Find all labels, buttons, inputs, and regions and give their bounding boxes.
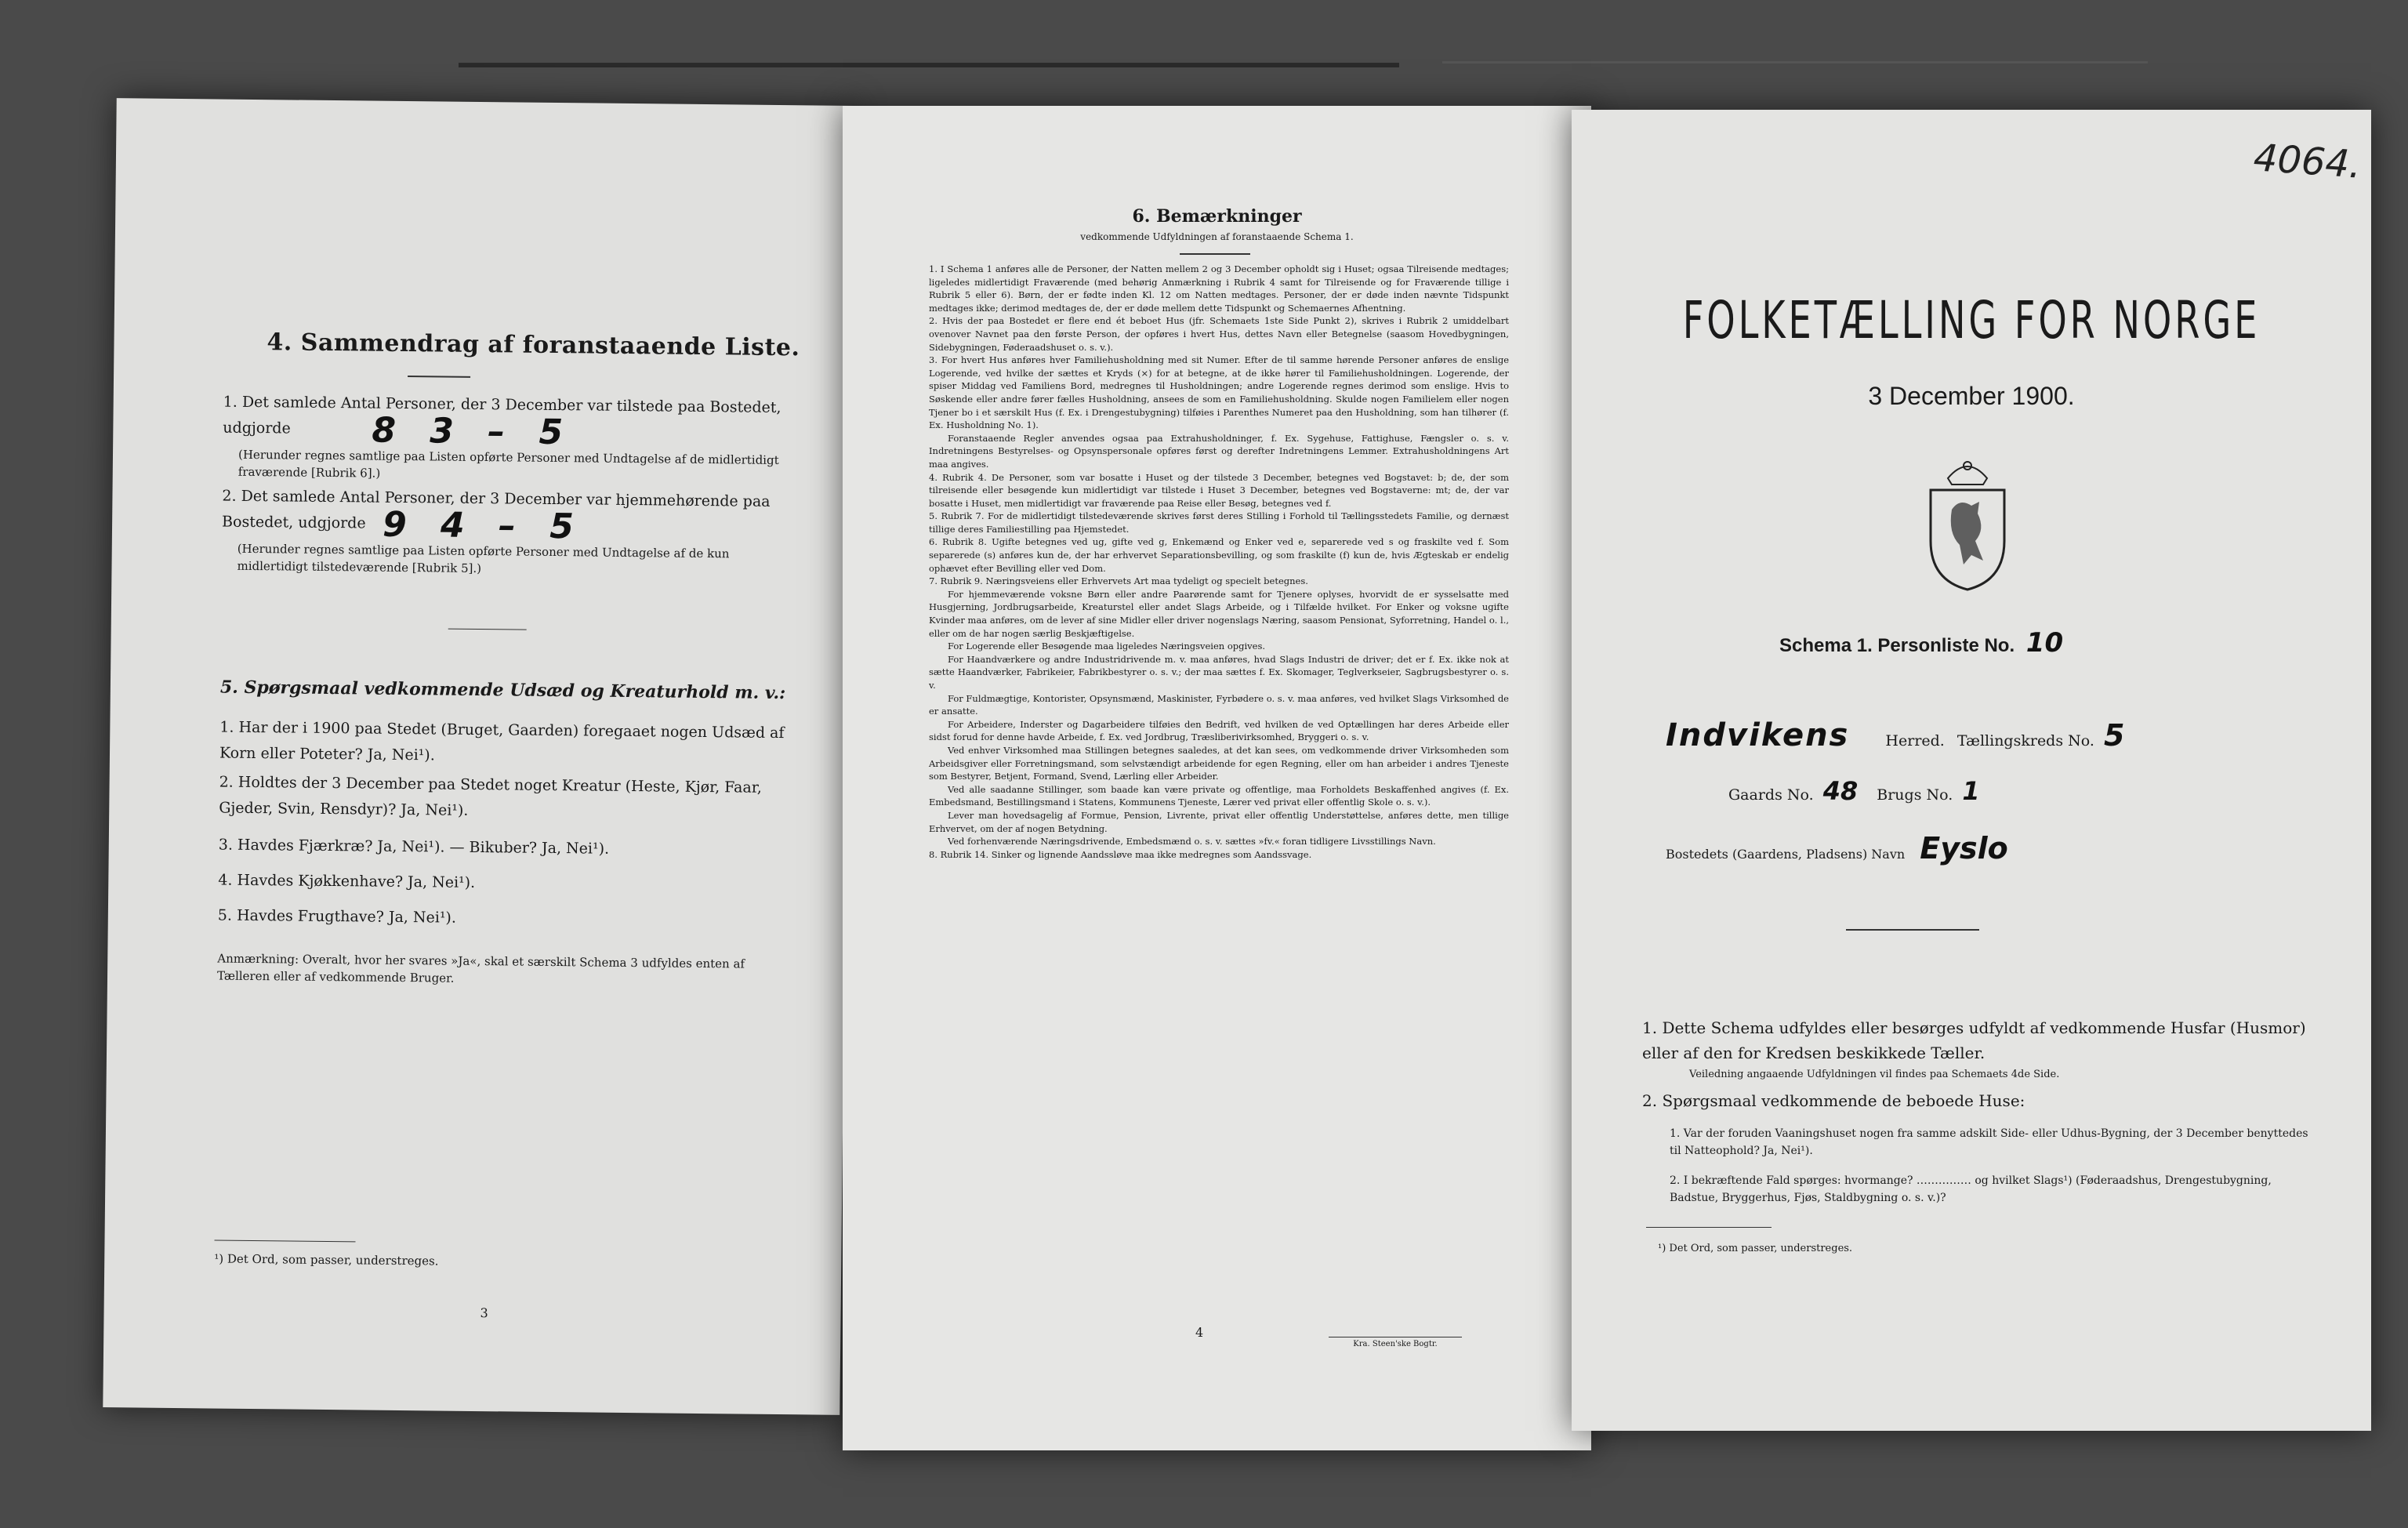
remark-paragraph: Lever man hovedsagelig af Formue, Pension, Livrente, privat eller offentlig Understøttelse, anføres dette, men tillige Erhvervet, om der af nogen Betydning. bbox=[929, 809, 1509, 834]
summary-item-2-note: (Herunder regnes samtlige paa Listen opførte Personer med Undtagelse af de kun midlertidigt tilstedeværende [Rubrik 5].) bbox=[237, 541, 730, 576]
bosted-line bbox=[1666, 831, 2293, 866]
page-3 bbox=[103, 98, 853, 1415]
taellingskreds-label: Tællingskreds No. bbox=[1956, 732, 2094, 749]
remark-paragraph: 3. For hvert Hus anføres hver Familiehusholdning med sit Numer. Efter de til samme hørende Personer anføres de enslige Logerende, ved hvilke der sættes et Kryds (×) for at betegne, at de ikke hører til Familiehusholdningen. Logerende, der spiser Middag ved Familiens Bord, medregnes til Husholdningen; andre Logerende regnes derimod som enslige. Hvis to Søskende eller andre fører fælles Husholdning, ansees de som en Familiehusholdning. Skulde nogen Familielem eller nogen Tjener bo i et særskilt Hus (f. Ex. i Drengestubygning) tilføies i Parenthes Numeret paa den Husholdning, som han tilhører (f. Ex. Husholdning No. 1). bbox=[929, 354, 1509, 431]
remarks-title: 6. Bemærkninger bbox=[1132, 206, 1302, 227]
section-4-title: 4. Sammendrag af foranstaaende Liste. bbox=[267, 328, 800, 362]
remark-paragraph: For Fuldmægtige, Kontorister, Opsynsmænd, Maskinister, Fyrbødere o. s. v. maa anføres, ved hvilket Slags Virksomhed de er ansatte. bbox=[929, 692, 1509, 717]
schema-heading bbox=[1779, 627, 2063, 659]
remark-paragraph: 2. Hvis der paa Bostedet er flere end ét beboet Hus (jfr. Schemaets 1ste Side Punkt 2), skrives i Rubrik 2 umiddelbart ovenover Navnet paa den første Person, der opføres i hvert Hus, dettes Navn eller Betegnelse (saasom Hovedbygningen, Sidebygningen, Føderaadshuset o. s. v.). bbox=[929, 315, 1509, 353]
taellingskreds-number-handwritten: 5 bbox=[2103, 718, 2125, 753]
remark-paragraph: For Haandværkere og andre Industridrivende m. v. maa anføres, hvad Slags Industri de driver; det er f. Ex. ikke nok at sætte Haandværker, Fabrikeier, Fabrikbestyrer o. s. v.; der maa sættes f. Ex. Skomager, Teglverkseier, Sagbrugsbestyrer o. s. v. bbox=[929, 653, 1509, 691]
question-2: 2. Holdtes der 3 December paa Stedet noget Kreatur (Heste, Kjør, Faar, Gjeder, Svin, Rensdyr)? Ja, Nei¹). bbox=[219, 773, 762, 819]
page-number: 4 bbox=[1195, 1325, 1204, 1340]
resident-count-handwritten: 9 4 – 5 bbox=[382, 504, 586, 547]
remarks-subtitle: vedkommende Udfyldningen af foranstaaende Schema 1. bbox=[1080, 231, 1354, 242]
remarks-body bbox=[929, 263, 1509, 861]
bosted-label: Bostedets (Gaardens, Pladsens) Navn bbox=[1666, 847, 1906, 862]
herred-value-handwritten: Indvikens bbox=[1666, 717, 1850, 753]
page-4 bbox=[843, 106, 1591, 1450]
norway-coat-of-arms-icon bbox=[1917, 455, 2018, 592]
personliste-number-handwritten: 10 bbox=[2025, 627, 2064, 659]
footnote-rule bbox=[1646, 1227, 1772, 1228]
present-count-handwritten: 8 3 – 5 bbox=[372, 410, 575, 453]
herred-label: Herred. bbox=[1885, 732, 1945, 749]
remark-paragraph: 5. Rubrik 7. For de midlertidigt tilstedeværende skrives først deres Stilling i Forhold til Tællingsstedets Familie, og dernæst tillige deres Familiestilling paa Hjemstedet. bbox=[929, 510, 1509, 535]
page-number: 3 bbox=[480, 1305, 488, 1321]
printer-imprint: Kra. Steen'ske Bogtr. bbox=[1329, 1337, 1462, 1348]
remark-paragraph: Ved enhver Virksomhed maa Stillingen betegnes saaledes, at det kan sees, om vedkommende driver Virksomheden som Arbeidsgiver eller Forretningsmand, som selvstændigt arbeidende for egen Regning, eller om han arbeider i andres Tjeneste som Bestyrer, Betjent, Formand, Svend, Lærling eller Arbeider. bbox=[929, 744, 1509, 782]
brugs-label: Brugs No. bbox=[1877, 786, 1953, 804]
remark-paragraph: 6. Rubrik 8. Ugifte betegnes ved ug, gifte ved g, Enkemænd og Enker ved e, separerede ved s og fraskilte ved f. Som separerede (s) anføres kun de, der har erhvervet Separationsbevilling, og som fraskilte (f) kun de, hvis Ægteskab er endelig ophævet efter Bevilling eller ved Dom. bbox=[929, 536, 1509, 574]
summary-item-1-note: (Herunder regnes samtlige paa Listen opførte Personer med Undtagelse af de midlertidigt fraværende [Rubrik 6].) bbox=[238, 447, 779, 481]
remark-paragraph: 4. Rubrik 4. De Personer, som var bosatte i Huset og der tilstede 3 December, betegnes ved Bogstavet: b; de, der som tilreisende eller besøgende kun midlertidigt var tilstede i Huset 3 December, betegnes ved Bogstaverne: mt; de, der var bosatte i Huset, men midlertidigt var fraværende paa Reise eller Besøg, betegnes ved f. bbox=[929, 471, 1509, 509]
divider bbox=[448, 629, 527, 630]
page-1-cover bbox=[1572, 110, 2371, 1431]
divider bbox=[1180, 253, 1250, 255]
archive-number-handwritten: 4064. bbox=[2252, 136, 2363, 187]
remark-paragraph: 8. Rubrik 14. Sinker og lignende Aandssløve maa ikke medregnes som Aandssvage. bbox=[929, 848, 1312, 860]
bosted-value-handwritten: Eyslo bbox=[1920, 831, 2008, 866]
remark-paragraph: For Logerende eller Besøgende maa ligeledes Næringsveien opgives. bbox=[948, 641, 1266, 652]
ornament-divider bbox=[1846, 929, 1979, 931]
remark-paragraph: 7. Rubrik 9. Næringsveiens eller Erhvervets Art maa tydeligt og specielt betegnes. bbox=[929, 575, 1308, 587]
instruction-2: 2. Spørgsmaal vedkommende de beboede Huse: bbox=[1642, 1091, 2025, 1110]
section-5-title: 5. Spørgsmaal vedkommende Udsæd og Kreaturhold m. v.: bbox=[219, 677, 786, 704]
question-5: 5. Havdes Frugthave? Ja, Nei¹). bbox=[217, 906, 457, 927]
herred-line bbox=[1666, 717, 2293, 753]
remark-paragraph: For hjemmeværende voksne Børn eller andre Paarørende samt for Tjenere oplyses, hvorvidt de er sysselsatte med Husgjerning, Jordbrugsarbeide, Kreaturstel eller andet Slags Arbeide, og i Tilfælde hvilket. For Enker og voksne ugifte Kvinder maa anføres, om de lever af sine Midler eller driver nogenslags Næring, saasom Pensionat, Syforretning, Handel o. l., eller om de har nogen særlig Beskjæftigelse. bbox=[929, 588, 1509, 639]
annotation-note: Anmærkning: Overalt, hvor her svares »Ja«, skal et særskilt Schema 3 udfyldes enten af Tælleren eller af vedkommende Bruger. bbox=[216, 951, 745, 985]
top-rule-faint bbox=[1442, 61, 2148, 64]
house-question-2: 2. I bekræftende Fald spørges: hvormange? …………… og hvilket Slags¹) (Føderaadshus, Drengestubygning, Badstue, Bryggerhus, Fjøs, Staldbygning o. s. v.)? bbox=[1670, 1174, 2272, 1204]
question-3: 3. Havdes Fjærkræ? Ja, Nei¹). — Bikuber? Ja, Nei¹). bbox=[218, 836, 610, 858]
remark-paragraph: 1. I Schema 1 anføres alle de Personer, der Natten mellem 2 og 3 December opholdt sig i Huset; ogsaa Tilreisende medtages; ligeledes midlertidigt Fraværende (med behørig Anmærkning i Rubrik 4 samt for Tilreisende og for Fraværende tillige i Rubrik 5 eller 6). Børn, der er fødte inden Kl. 12 om Natten medtages. Personer, der er døde inden nævnte Tidspunkt medtages ikke; derimod medtages de, der er døde mellem dette Tidspunkt og Schemaernes Afhentning. bbox=[929, 263, 1509, 314]
house-question-1: 1. Var der foruden Vaaningshuset nogen fra samme adskilt Side- eller Udhus-Bygning, der 3 December benyttedes til Natteophold? Ja, Nei¹). bbox=[1670, 1127, 2308, 1157]
remark-paragraph: Ved alle saadanne Stillinger, som baade kan være private og offentlige, maa Forholdets Beskaffenhed angives (f. Ex. Embedsmand, Bestillingsmand i Statens, Kommunens Tjeneste, Lærer ved privat eller offentlig Skole o. s. v.). bbox=[929, 783, 1509, 808]
divider bbox=[408, 376, 470, 378]
census-date: 3 December 1900. bbox=[1868, 382, 2075, 410]
footnote: ¹) Det Ord, som passer, understreges. bbox=[1658, 1243, 1853, 1254]
census-title: FOLKETÆLLING FOR NORGE bbox=[1682, 290, 2261, 350]
gaards-label: Gaards No. bbox=[1728, 786, 1814, 804]
top-rule bbox=[459, 63, 1399, 67]
remark-paragraph: For Arbeidere, Inderster og Dagarbeidere tilføies den Bedrift, ved hvilken de ved Optællingen har deres Arbeide eller sidst forud for denne havde Arbeide, f. Ex. ved Jordbrug, Træsliberivirksomhed, Bryggeri o. s. v. bbox=[929, 718, 1509, 743]
instruction-1-note: Veiledning angaaende Udfyldningen vil findes paa Schemaets 4de Side. bbox=[1689, 1069, 2060, 1080]
instruction-1: 1. Dette Schema udfyldes eller besørges udfyldt af vedkommende Husfar (Husmor) eller af den for Kredsen beskikkede Tæller. bbox=[1642, 1018, 2306, 1062]
gaards-number-handwritten: 48 bbox=[1822, 776, 1859, 806]
brugs-number-handwritten: 1 bbox=[1962, 776, 1980, 806]
footnote-rule bbox=[215, 1240, 356, 1243]
footnote: ¹) Det Ord, som passer, understreges. bbox=[214, 1251, 439, 1268]
schema-label: Schema 1. Personliste No. bbox=[1779, 635, 2015, 656]
summary-item-2-text: 2. Det samlede Antal Personer, der 3 December var hjemmehørende paa Bostedet, udgjorde bbox=[222, 487, 771, 532]
summary-item-1-text: 1. Det samlede Antal Personer, der 3 December var tilstede paa Bostedet, udgjorde bbox=[223, 393, 782, 437]
remark-paragraph: Ved forhenværende Næringsdrivende, Embedsmænd o. s. v. sættes »fv.« foran tidligere Livsstillings Navn. bbox=[948, 836, 1436, 847]
question-1: 1. Har der i 1900 paa Stedet (Bruget, Gaarden) foregaaet nogen Udsæd af Korn eller Poteter? Ja, Nei¹). bbox=[219, 718, 785, 764]
remark-paragraph: Foranstaaende Regler anvendes ogsaa paa Extrahusholdninger, f. Ex. Sygehuse, Fattighuse, Fængsler o. s. v. Indretningens Bestyrelses- og Opsynspersonale opføres først og derefter Indretningens Lemmer. Extrahusholdningens Art maa angives. bbox=[929, 432, 1509, 470]
gaards-line bbox=[1728, 776, 2355, 806]
question-4: 4. Havdes Kjøkkenhave? Ja, Nei¹). bbox=[218, 871, 476, 891]
